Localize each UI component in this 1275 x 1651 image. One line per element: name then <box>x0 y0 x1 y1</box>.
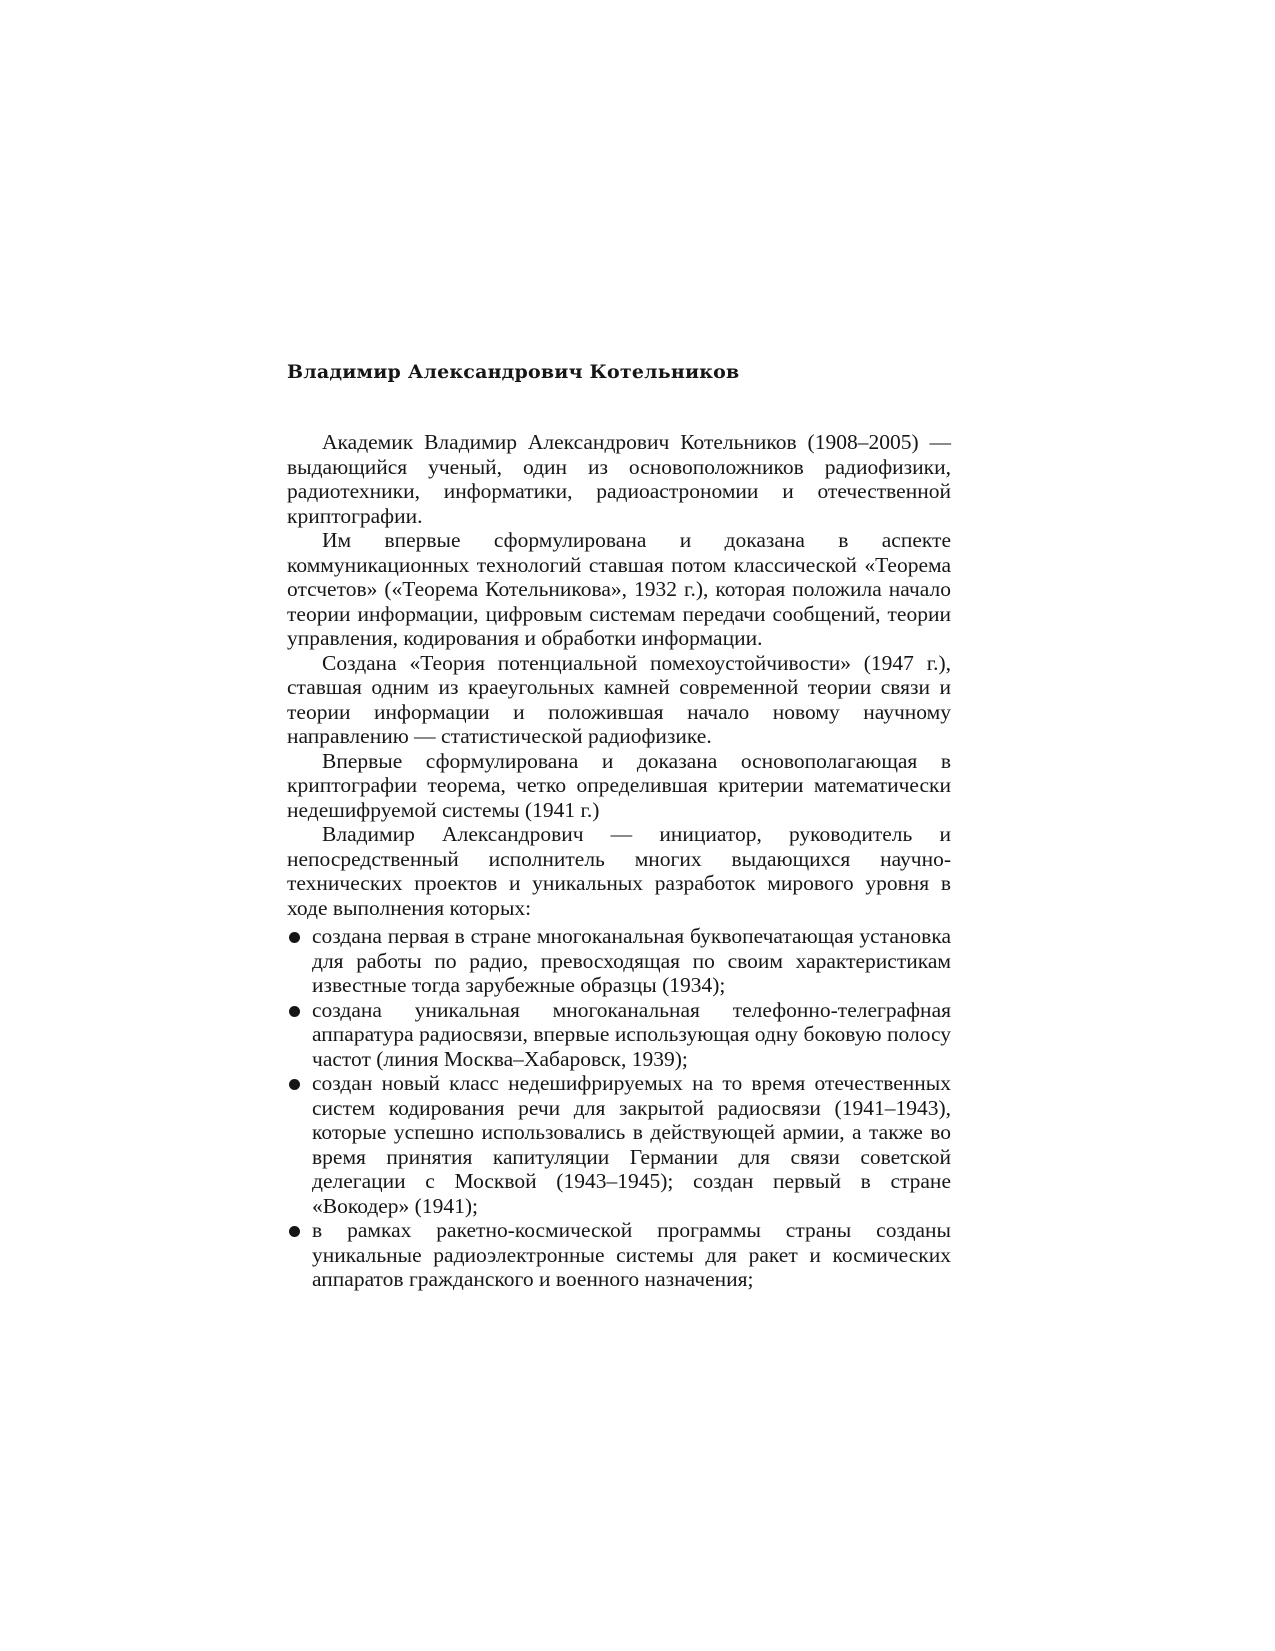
paragraph: Им впервые сформулирована и доказана в аспекте коммуникационных технологий ставшая потом классической «Теорема отсчетов» («Теорема Котельникова», 1932 г.), которая положила начало теории информации, цифровым системам передачи сообщений, теории управления, кодирования и обработки информации. <box>287 528 951 650</box>
list-item-text: создана уникальная многоканальная телефонно-телеграфная аппаратура радиосвязи, впервые использующая одну боковую полосу частот (линия Москва–Хабаровск, 1939); <box>312 997 951 1071</box>
list-item-text: в рамках ракетно-космической программы страны созданы уникальные радиоэлектронные системы для ракет и космических аппаратов гражданского и военного назначения; <box>312 1218 951 1291</box>
paragraph: Создана «Теория потенциальной помехоустойчивости» (1947 г.), ставшая одним из краеугольных камней современной теории связи и теории информации и положившая начало новому научному направлению — статистической радиофизике. <box>287 650 951 748</box>
list-item <box>287 998 951 1072</box>
page-title: Владимир Александрович Котельников <box>287 361 740 383</box>
list-item <box>287 924 951 998</box>
bullet-icon <box>289 1006 300 1017</box>
list-item-text: создана первая в стране многоканальная буквопечатающая установка для работы по радио, превосходящая по своим характеристикам известные тогда зарубежные образцы (1934); <box>312 924 951 997</box>
paragraph: Впервые сформулирована и доказана основополагающая в криптографии теорема, четко определившая критерии математически недешифруемой системы (1941 г.) <box>287 748 951 822</box>
body-text <box>287 430 951 1292</box>
bullet-list <box>287 924 951 1292</box>
bullet-icon <box>289 1079 300 1090</box>
list-item-text: создан новый класс недешифрируемых на то время отечественных систем кодирования речи для закрытой радиосвязи (1941–1943), которые успешно использовались в действующей армии, а также во время принятия капитуляции Германии для связи советской делегации с Москвой (1943–1945); создан первый в стране «Вокодер» (1941); <box>312 1071 951 1218</box>
bullet-icon <box>289 932 300 943</box>
list-item <box>287 1218 951 1292</box>
bullet-icon <box>289 1226 300 1237</box>
paragraph: Академик Владимир Александрович Котельников (1908–2005) — выдающийся ученый, один из основоположников радиофизики, радиотехники, информатики, радиоастрономии и отечественной криптографии. <box>287 430 951 528</box>
list-item <box>287 1071 951 1218</box>
paragraph: Владимир Александрович — инициатор, руководитель и непосредственный исполнитель многих выдающихся научно-технических проектов и уникальных разработок мирового уровня в ходе выполнения которых: <box>287 822 951 920</box>
